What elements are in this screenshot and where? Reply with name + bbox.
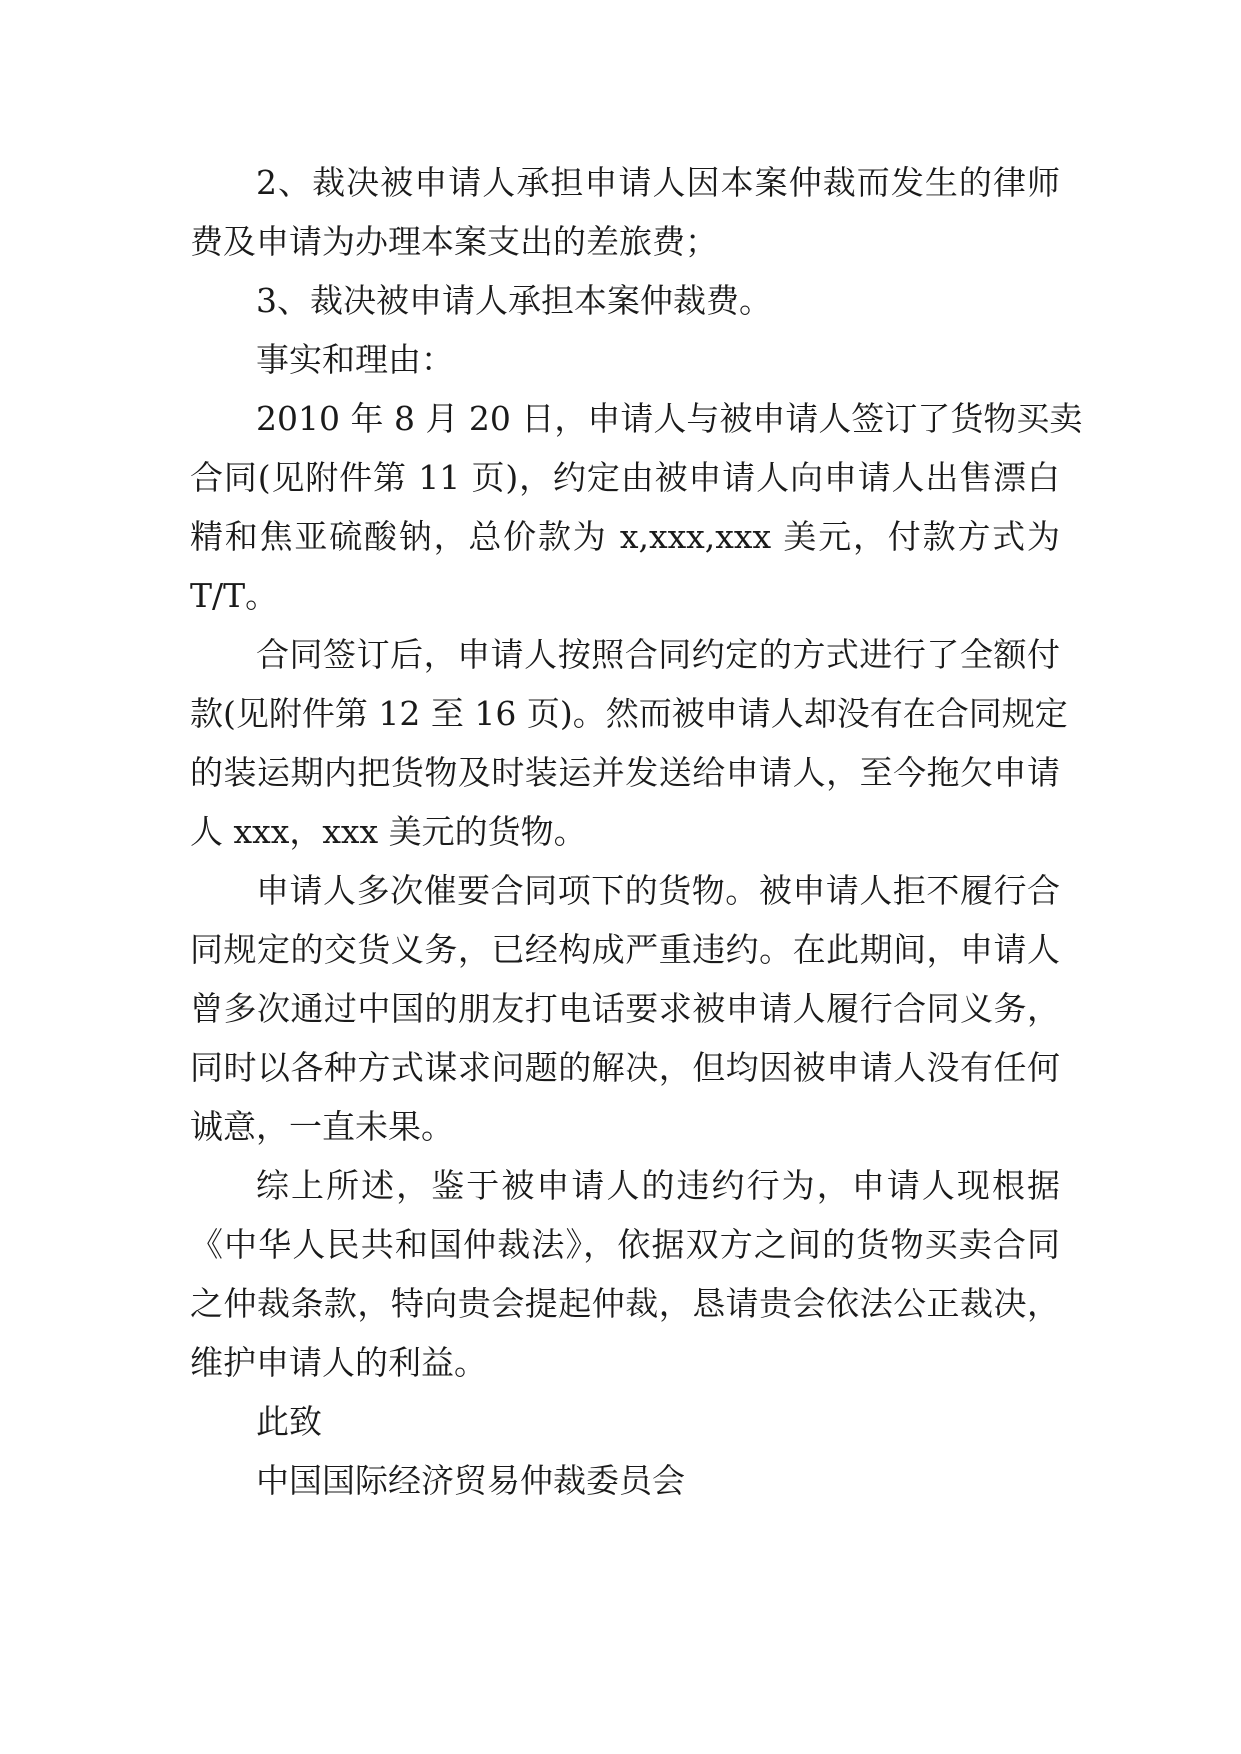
facts-paragraph-2 <box>190 625 1068 861</box>
text-line: 同规定的交货义务，已经构成严重违约。在此期间，申请人 <box>190 930 1060 969</box>
text-line: 此致 <box>256 1402 322 1441</box>
text-line: 费及申请为办理本案支出的差旅费； <box>190 222 718 261</box>
conclusion-paragraph <box>190 1156 1060 1392</box>
text-line: 2、裁决被申请人承担申请人因本案仲裁而发生的律师 <box>256 163 1060 202</box>
text-line: T/T。 <box>190 576 279 615</box>
text-line: 维护申请人的利益。 <box>190 1343 487 1382</box>
document-body <box>190 153 1083 1510</box>
facts-paragraph-3 <box>190 861 1060 1156</box>
facts-paragraph-1 <box>190 389 1083 625</box>
text-line: 2010 年 8 月 20 日，申请人与被申请人签订了货物买卖 <box>256 399 1083 438</box>
text-line: 的装运期内把货物及时装运并发送给申请人，至今拖欠申请 <box>190 753 1060 792</box>
text-line: 中国国际经济贸易仲裁委员会 <box>256 1461 685 1500</box>
text-line: 综上所述，鉴于被申请人的违约行为，申请人现根据 <box>256 1166 1060 1205</box>
text-line: 同时以各种方式谋求问题的解决，但均因被申请人没有任何 <box>190 1048 1060 1087</box>
text-line: 《中华人民共和国仲裁法》，依据双方之间的货物买卖合同 <box>190 1225 1060 1264</box>
claim-2-paragraph <box>190 153 1060 271</box>
text-line: 3、裁决被申请人承担本案仲裁费。 <box>256 281 772 320</box>
text-line: 诚意，一直未果。 <box>190 1107 454 1146</box>
text-line: 人 xxx，xxx 美元的货物。 <box>190 812 587 851</box>
claim-3-paragraph <box>190 271 1060 330</box>
text-line: 申请人多次催要合同项下的货物。被申请人拒不履行合 <box>256 871 1060 910</box>
addressee <box>190 1451 1060 1510</box>
text-line: 合同签订后，申请人按照合同约定的方式进行了全额付 <box>256 635 1060 674</box>
text-line: 款(见附件第 12 至 16 页)。然而被申请人却没有在合同规定 <box>190 694 1068 733</box>
text-line: 事实和理由： <box>256 340 454 379</box>
salutation <box>190 1392 1060 1451</box>
text-line: 精和焦亚硫酸钠，总价款为 x,xxx,xxx 美元，付款方式为 <box>190 517 1060 556</box>
text-line: 合同(见附件第 11 页)，约定由被申请人向申请人出售漂白 <box>190 458 1060 497</box>
text-line: 曾多次通过中国的朋友打电话要求被申请人履行合同义务， <box>190 989 1060 1028</box>
facts-heading <box>190 330 1060 389</box>
text-line: 之仲裁条款，特向贵会提起仲裁，恳请贵会依法公正裁决， <box>190 1284 1060 1323</box>
